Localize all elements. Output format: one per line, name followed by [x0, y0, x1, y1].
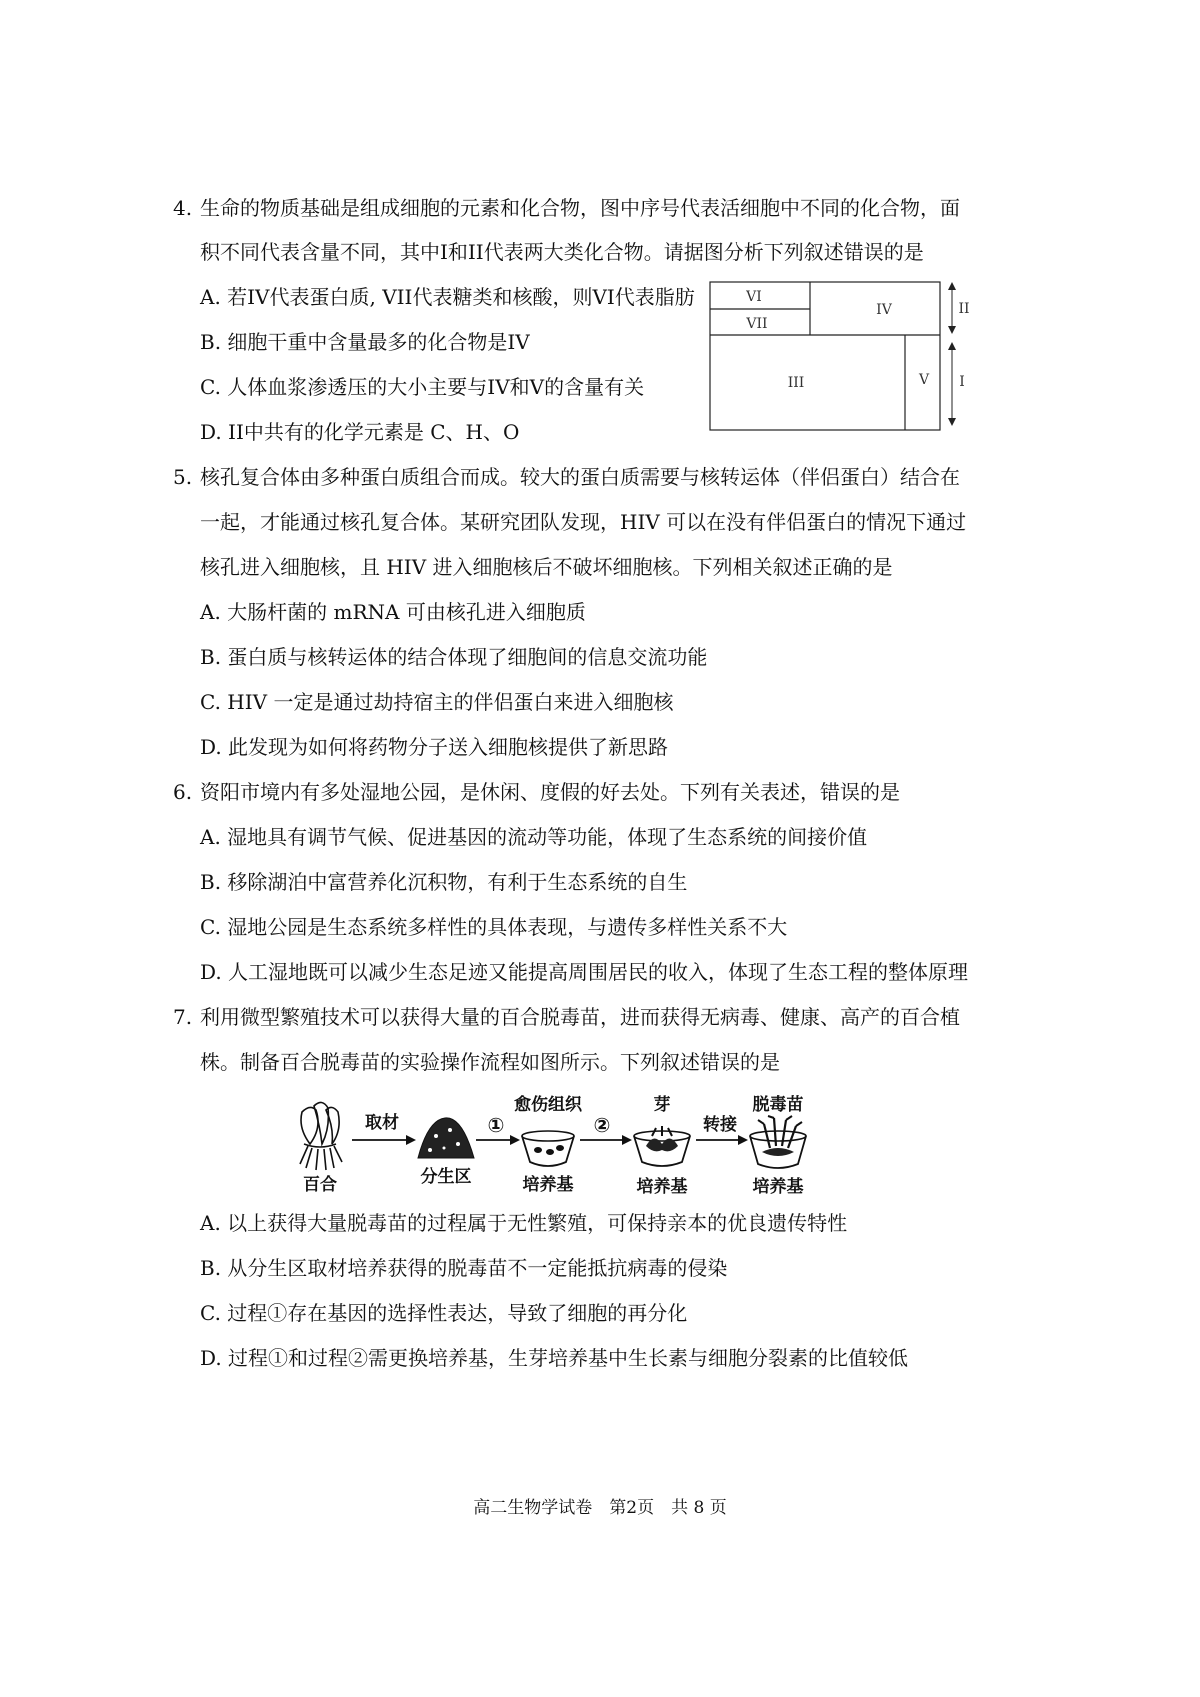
question-6-option-b: B. 移除湖泊中富营养化沉积物，有利于生态系统的自生 — [200, 870, 688, 894]
question-5-stem-line-3: 核孔进入细胞核，且 HIV 进入细胞核后不破坏细胞核。下列相关叙述正确的是 — [200, 555, 893, 579]
question-6-option-c: C. 湿地公园是生态系统多样性的具体表现，与遗传多样性关系不大 — [200, 915, 788, 939]
callus-label: 愈伤组织 — [514, 1095, 582, 1115]
take-sample-label: 取材 — [365, 1113, 399, 1133]
page-footer: 高二生物学试卷 第2页 共 8 页 — [473, 1498, 727, 1518]
region-iii-label: III — [787, 375, 805, 391]
question-5-stem-line-1: 核孔复合体由多种蛋白质组合而成。较大的蛋白质需要与核转运体（伴侣蛋白）结合在 — [200, 465, 960, 489]
question-4-option-c: C. 人体血浆渗透压的大小主要与IV和V的含量有关 — [200, 375, 645, 399]
region-v-label: V — [918, 372, 930, 388]
question-6-option-a: A. 湿地具有调节气候、促进基因的流动等功能，体现了生态系统的间接价值 — [200, 825, 868, 849]
question-4-option-a: A. 若IV代表蛋白质, VII代表糖类和核酸，则VI代表脂肪 — [200, 285, 695, 309]
bracket-ii-label: II — [958, 301, 970, 317]
compound-area-diagram — [700, 272, 990, 437]
lily-bulb-illustration — [300, 1102, 342, 1170]
meristem-label: 分生区 — [420, 1167, 472, 1187]
question-5-stem-line-2: 一起，才能通过核孔复合体。某研究团队发现，HIV 可以在没有伴侣蛋白的情况下通过 — [200, 510, 967, 534]
region-iv-label: IV — [876, 302, 892, 318]
question-7-option-c: C. 过程①存在基因的选择性表达，导致了细胞的再分化 — [200, 1301, 688, 1325]
medium-1-label: 培养基 — [522, 1175, 574, 1195]
callus-dish-illustration — [522, 1131, 574, 1166]
question-7-option-b: B. 从分生区取材培养获得的脱毒苗不一定能抵抗病毒的侵染 — [200, 1256, 728, 1280]
question-4-stem-line-1: 生命的物质基础是组成细胞的元素和化合物，图中序号代表活细胞中不同的化合物，面 — [200, 196, 960, 220]
region-vii-label: VII — [746, 316, 768, 332]
bracket-ii-arrowhead — [948, 282, 956, 290]
question-6-option-d: D. 人工湿地既可以减少生态足迹又能提高周围居民的收入，体现了生态工程的整体原理 — [200, 960, 969, 984]
bud-dish-illustration — [634, 1126, 690, 1166]
bracket-ii-arrowhead — [948, 326, 956, 334]
question-5-option-b: B. 蛋白质与核转运体的结合体现了细胞间的信息交流功能 — [200, 645, 708, 669]
take-sample-arrowhead — [406, 1135, 416, 1145]
process-2-label: ② — [593, 1113, 611, 1137]
lily-culture-flow-diagram — [290, 1092, 850, 1202]
region-vi-label: VI — [746, 289, 762, 305]
transfer-label: 转接 — [703, 1115, 737, 1135]
bracket-i-arrowhead — [948, 342, 956, 350]
bracket-i-arrowhead — [948, 418, 956, 426]
question-4-stem-line-2: 积不同代表含量不同，其中I和II代表两大类化合物。请据图分析下列叙述错误的是 — [200, 240, 924, 264]
question-5-option-c: C. HIV 一定是通过劫持宿主的伴侣蛋白来进入细胞核 — [200, 690, 674, 714]
question-4-option-d: D. II中共有的化学元素是 C、H、O — [200, 420, 520, 444]
lily-label: 百合 — [303, 1175, 337, 1195]
seedling-label: 脱毒苗 — [752, 1095, 804, 1115]
question-4-option-b: B. 细胞干重中含量最多的化合物是IV — [200, 330, 530, 354]
question-7-option-a: A. 以上获得大量脱毒苗的过程属于无性繁殖，可保持亲本的优良遗传特性 — [200, 1211, 848, 1235]
process-2-arrowhead — [622, 1135, 632, 1145]
question-5-number: 5. — [173, 465, 193, 489]
bud-label: 芽 — [653, 1095, 671, 1115]
seedling-dish-illustration — [750, 1116, 806, 1168]
medium-3-label: 培养基 — [752, 1177, 804, 1197]
question-5-option-d: D. 此发现为如何将药物分子送入细胞核提供了新思路 — [200, 735, 669, 759]
question-4-number: 4. — [173, 196, 193, 220]
question-6-number: 6. — [173, 780, 193, 804]
meristem-illustration — [418, 1118, 474, 1158]
question-6-stem-line-1: 资阳市境内有多处湿地公园，是休闲、度假的好去处。下列有关表述，错误的是 — [200, 780, 900, 804]
question-7-stem-line-1: 利用微型繁殖技术可以获得大量的百合脱毒苗，进而获得无病毒、健康、高产的百合植 — [200, 1005, 960, 1029]
transfer-arrowhead — [738, 1135, 748, 1145]
process-1-arrowhead — [510, 1135, 520, 1145]
question-7-number: 7. — [173, 1005, 193, 1029]
question-7-stem-line-2: 株。制备百合脱毒苗的实验操作流程如图所示。下列叙述错误的是 — [200, 1050, 780, 1074]
process-1-label: ① — [487, 1113, 505, 1137]
bracket-i-label: I — [959, 374, 965, 390]
question-5-option-a: A. 大肠杆菌的 mRNA 可由核孔进入细胞质 — [200, 600, 586, 624]
question-7-option-d: D. 过程①和过程②需更换培养基，生芽培养基中生长素与细胞分裂素的比值较低 — [200, 1346, 909, 1370]
medium-2-label: 培养基 — [636, 1177, 688, 1197]
